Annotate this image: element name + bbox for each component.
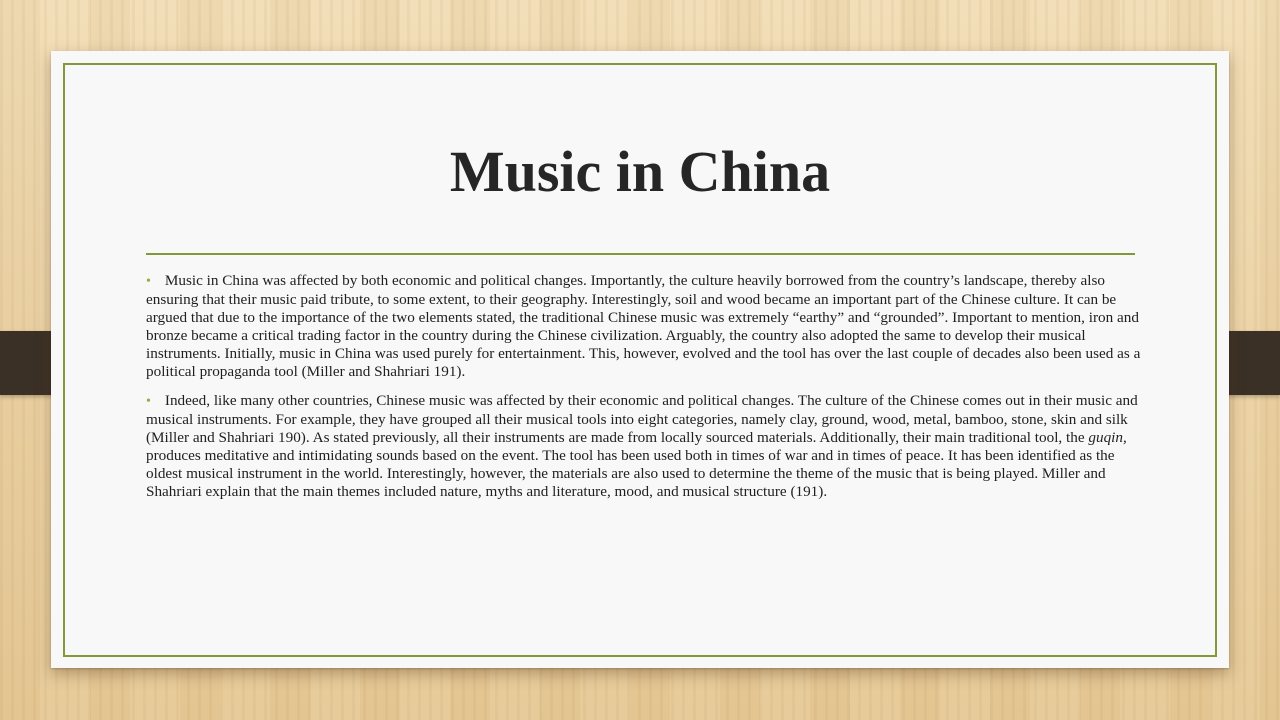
bullet-paragraph-2 — [146, 392, 1141, 502]
guqin-term: guqin — [1088, 428, 1123, 446]
title-divider — [146, 253, 1135, 255]
slide — [51, 51, 1229, 668]
bullet-text-1: Music in China was affected by both economic and political changes. Importantly, the culture heavily borrowed from the country’s landscape, thereby also ensuring that their music paid tribute, to some extent, to their geography. Interestingly, soil and wood became an important part of the Chinese culture. It can be argued that due to the importance of the two elements stated, the traditional Chinese music was extremely “earthy” and “grounded”. Important to mention, iron and bronze became a critical trading factor in the country during the Chinese civilization. Arguably, the country also adopted the same to develop their musical instruments. Initially, music in China was used purely for entertainment. This, however, evolved and the tool has over the last couple of decades also been used as a political propaganda tool (Miller and Shahriari 191). — [146, 272, 1141, 381]
bullet-icon: • — [146, 393, 151, 409]
bullet-text-2-start: Indeed, like many other countries, Chinese music was affected by their economic and political changes. The culture of the Chinese comes out in their music and musical instruments. For example, they have grouped all their musical tools into eight categories, namely clay, ground, wood, metal, bamboo, stone, skin and silk (Miller and Shahriari 190). As stated previously, all their instruments are made from locally sourced materials. Additionally, their main traditional tool, the — [146, 391, 1138, 446]
bullet-text-2-end: , produces meditative and intimidating sounds based on the event. The tool has been used both in times of war and in times of peace. It has been identified as the oldest musical instrument in the world. Interestingly, however, the materials are also used to determine the theme of the music that is being played. Miller and Shahriari explain that the main themes included nature, myths and literature, mood, and musical structure (191). — [146, 428, 1127, 501]
bullet-icon: • — [146, 274, 151, 289]
bullet-paragraph-1 — [146, 272, 1141, 382]
slide-body — [146, 272, 1141, 511]
slide-title: Music in China — [449, 139, 831, 204]
